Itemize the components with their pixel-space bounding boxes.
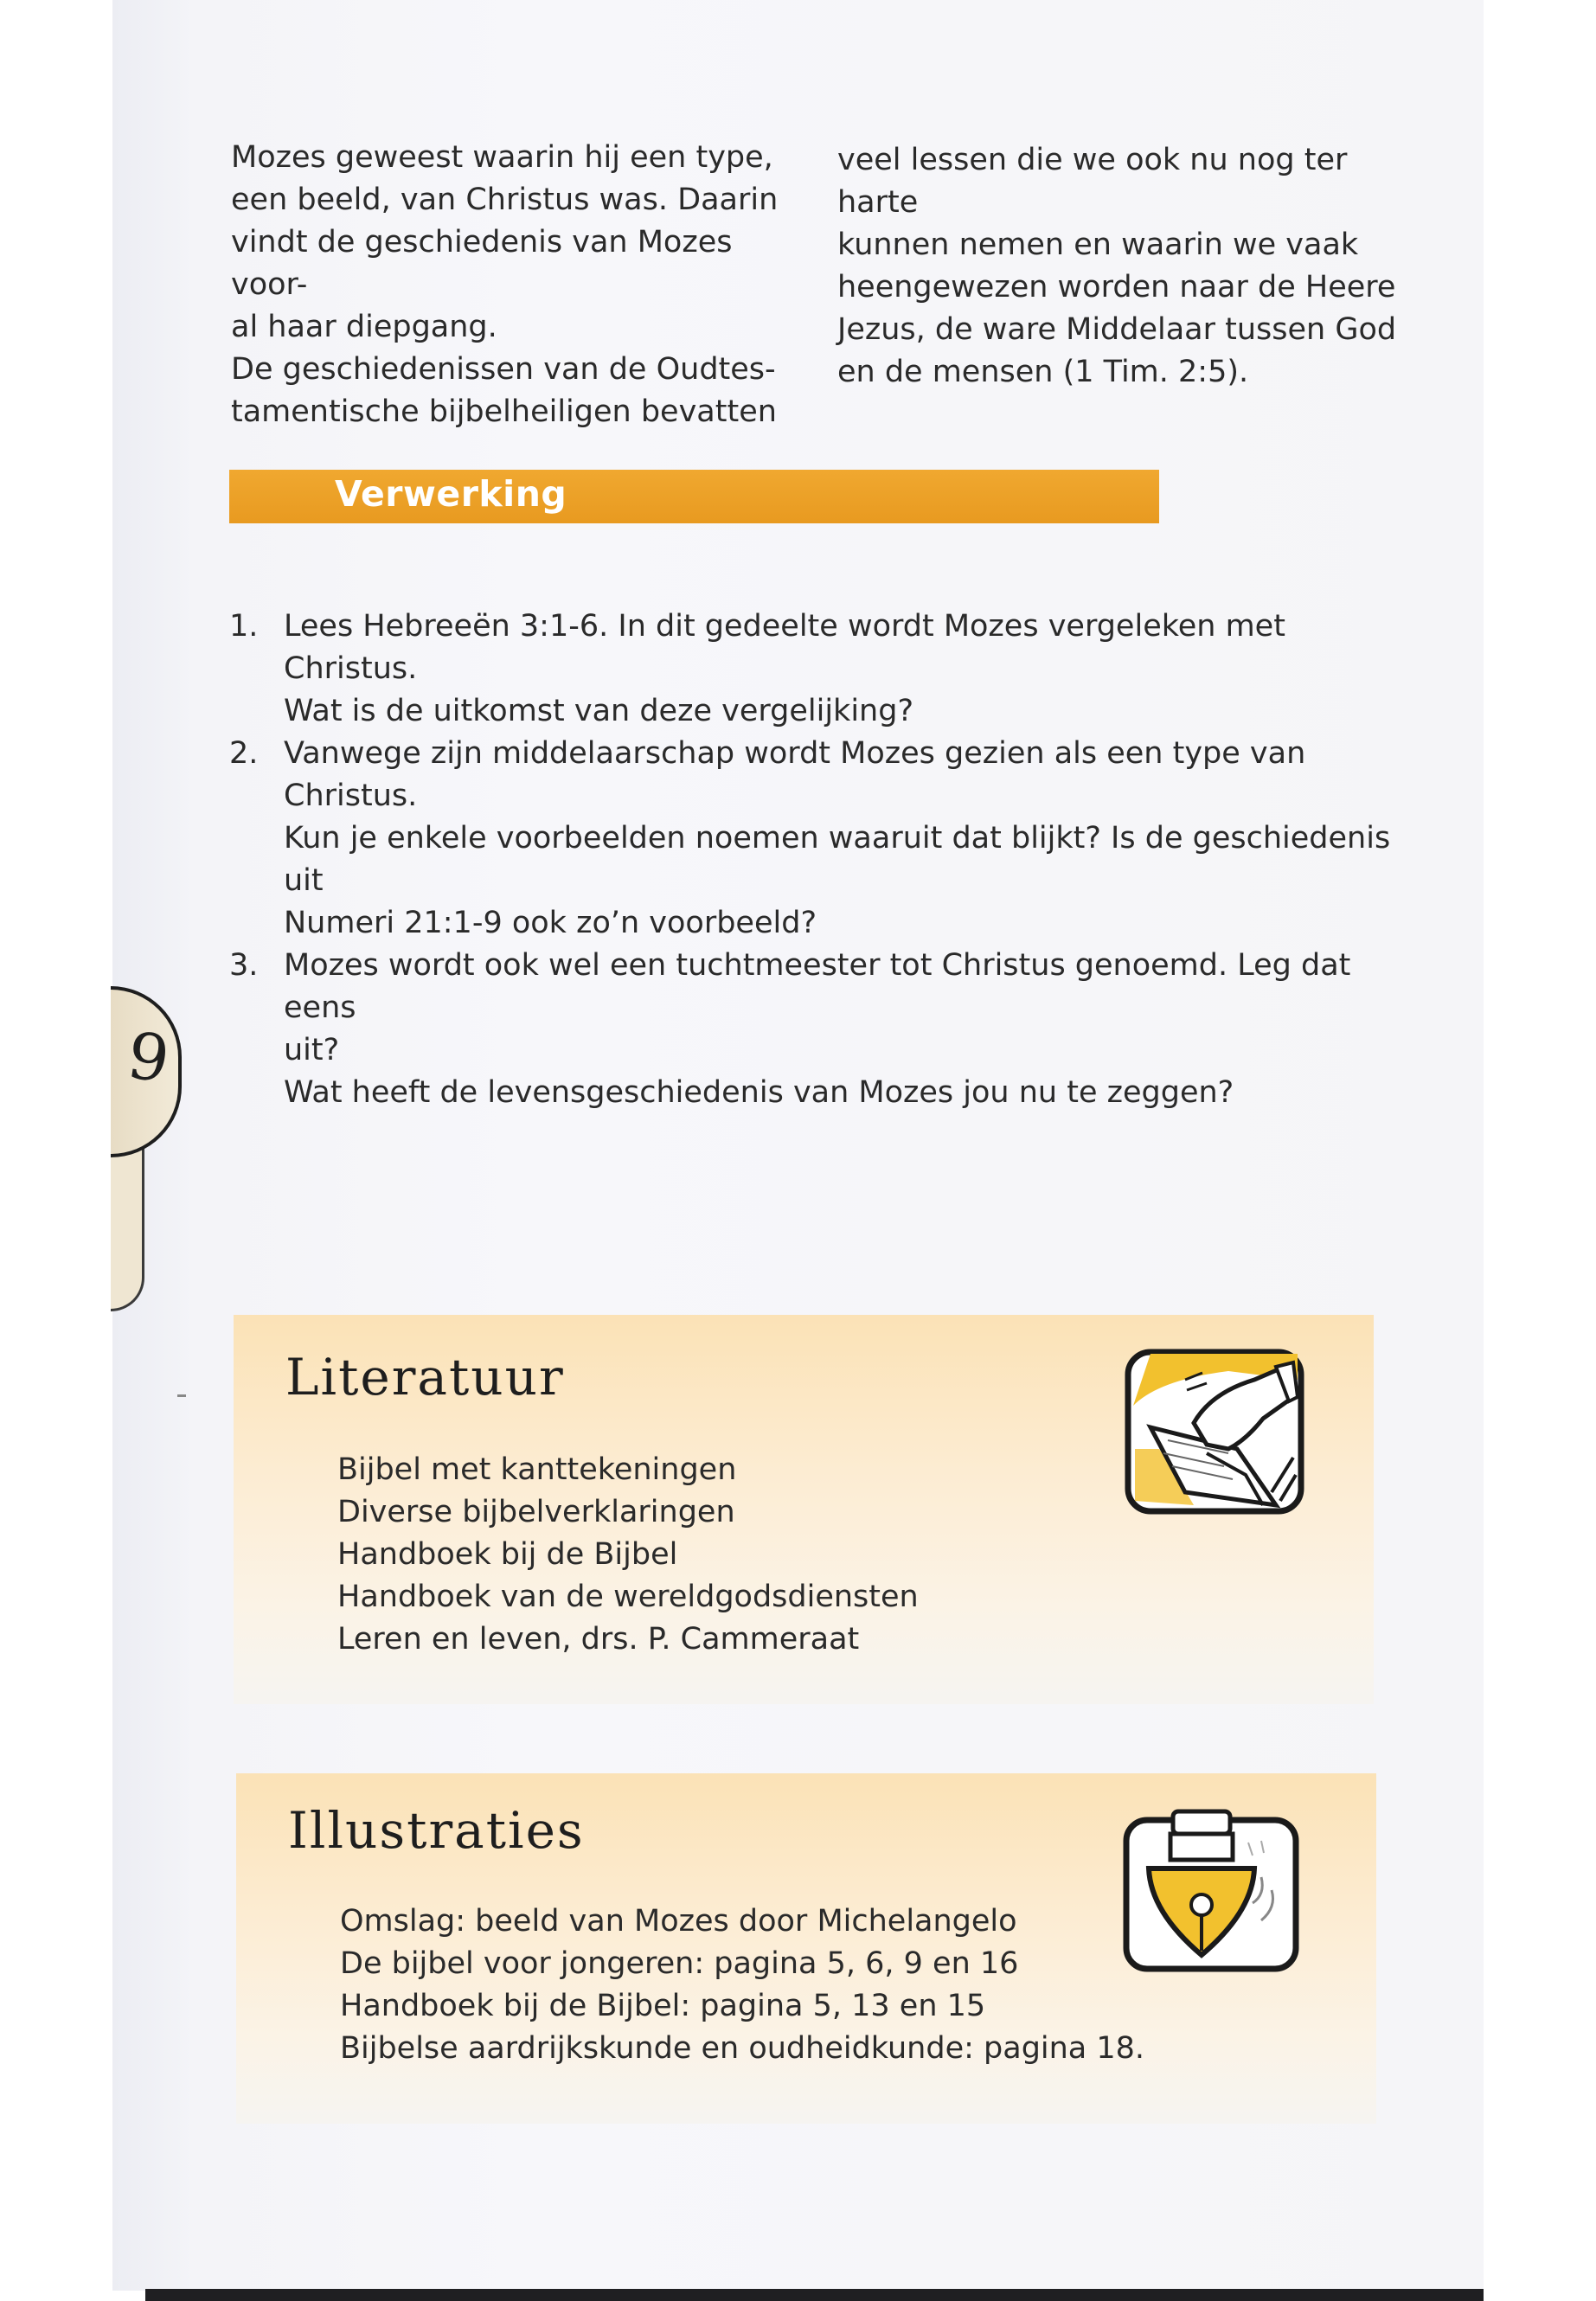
intro-line: De geschiedenissen van de Oudtes- bbox=[231, 352, 776, 387]
literatuur-item: Diverse bijbelverklaringen bbox=[337, 1495, 735, 1529]
question-line: Numeri 21:1-9 ook zo’n voorbeeld? bbox=[284, 906, 817, 940]
intro-line: een beeld, van Christus was. Daarin bbox=[231, 183, 779, 217]
hand-reading-book-icon bbox=[1125, 1345, 1306, 1518]
question-line: Kun je enkele voorbeelden noemen waaruit dat blijkt? Is de geschiedenis uit bbox=[284, 821, 1391, 898]
literatuur-item: Handboek bij de Bijbel bbox=[337, 1537, 678, 1572]
intro-line: heengewezen worden naar de Heere bbox=[837, 270, 1396, 304]
literatuur-title: Literatuur bbox=[285, 1348, 565, 1407]
question-line: Lees Hebreeën 3:1-6. In dit gedeelte wordt Mozes vergeleken met Christus. bbox=[284, 609, 1285, 686]
illustraties-item: Bijbelse aardrijkskunde en oudheidkunde: pagina 18. bbox=[340, 2031, 1145, 2066]
literatuur-list bbox=[337, 1449, 919, 1661]
question-item bbox=[229, 733, 1406, 945]
question-number: 2. bbox=[229, 736, 259, 771]
question-text bbox=[284, 945, 1406, 1072]
intro-line: Jezus, de ware Middelaar tussen God bbox=[837, 312, 1397, 347]
question-line: Mozes wordt ook wel een tuchtmeester tot Christus genoemd. Leg dat eens bbox=[284, 948, 1351, 1025]
question-item bbox=[229, 945, 1406, 1072]
intro-right-column bbox=[837, 139, 1408, 394]
illustraties-list bbox=[340, 1900, 1144, 2070]
question-number: 1. bbox=[229, 609, 259, 644]
question-line: Wat is de uitkomst van deze vergelijking? bbox=[284, 694, 914, 728]
illustraties-item: De bijbel voor jongeren: pagina 5, 6, 9 en 16 bbox=[340, 1946, 1019, 1981]
illustraties-item: Omslag: beeld van Mozes door Michelangelo bbox=[340, 1904, 1017, 1939]
question-item bbox=[229, 606, 1406, 733]
intro-line: Mozes geweest waarin hij een type, bbox=[231, 140, 773, 175]
question-text bbox=[284, 733, 1406, 945]
page-tab-number: 9 bbox=[123, 1018, 174, 1098]
question-list bbox=[229, 606, 1406, 1114]
bottom-strip bbox=[145, 2289, 1484, 2301]
question-number: 3. bbox=[229, 948, 259, 983]
question-line: Vanwege zijn middelaarschap wordt Mozes gezien als een type van Christus. bbox=[284, 736, 1306, 813]
literatuur-item: Bijbel met kanttekeningen bbox=[337, 1452, 737, 1487]
intro-line: kunnen nemen en waarin we vaak bbox=[837, 228, 1359, 262]
closing-question: Wat heeft de levensgeschiedenis van Mozes jou nu te zeggen? bbox=[284, 1075, 1234, 1110]
verwerking-title: Verwerking bbox=[335, 473, 567, 515]
question-text bbox=[284, 606, 1406, 733]
intro-line: en de mensen (1 Tim. 2:5). bbox=[837, 355, 1249, 389]
intro-line: tamentische bijbelheiligen bevatten bbox=[231, 394, 777, 429]
intro-line: vindt de geschiedenis van Mozes voor- bbox=[231, 225, 733, 302]
illustraties-item: Handboek bij de Bijbel: pagina 5, 13 en 15 bbox=[340, 1989, 986, 2023]
intro-left-column bbox=[231, 137, 785, 433]
pen-nib-icon bbox=[1123, 1808, 1300, 1975]
literatuur-item: Leren en leven, drs. P. Cammeraat bbox=[337, 1622, 860, 1657]
intro-line: veel lessen die we ook nu nog ter harte bbox=[837, 143, 1348, 220]
verwerking-header bbox=[229, 470, 1159, 523]
margin-mark bbox=[177, 1394, 186, 1397]
illustraties-title: Illustraties bbox=[288, 1801, 585, 1860]
literatuur-item: Handboek van de wereldgodsdiensten bbox=[337, 1580, 919, 1614]
intro-line: al haar diepgang. bbox=[231, 310, 497, 344]
question-line: uit? bbox=[284, 1033, 340, 1067]
